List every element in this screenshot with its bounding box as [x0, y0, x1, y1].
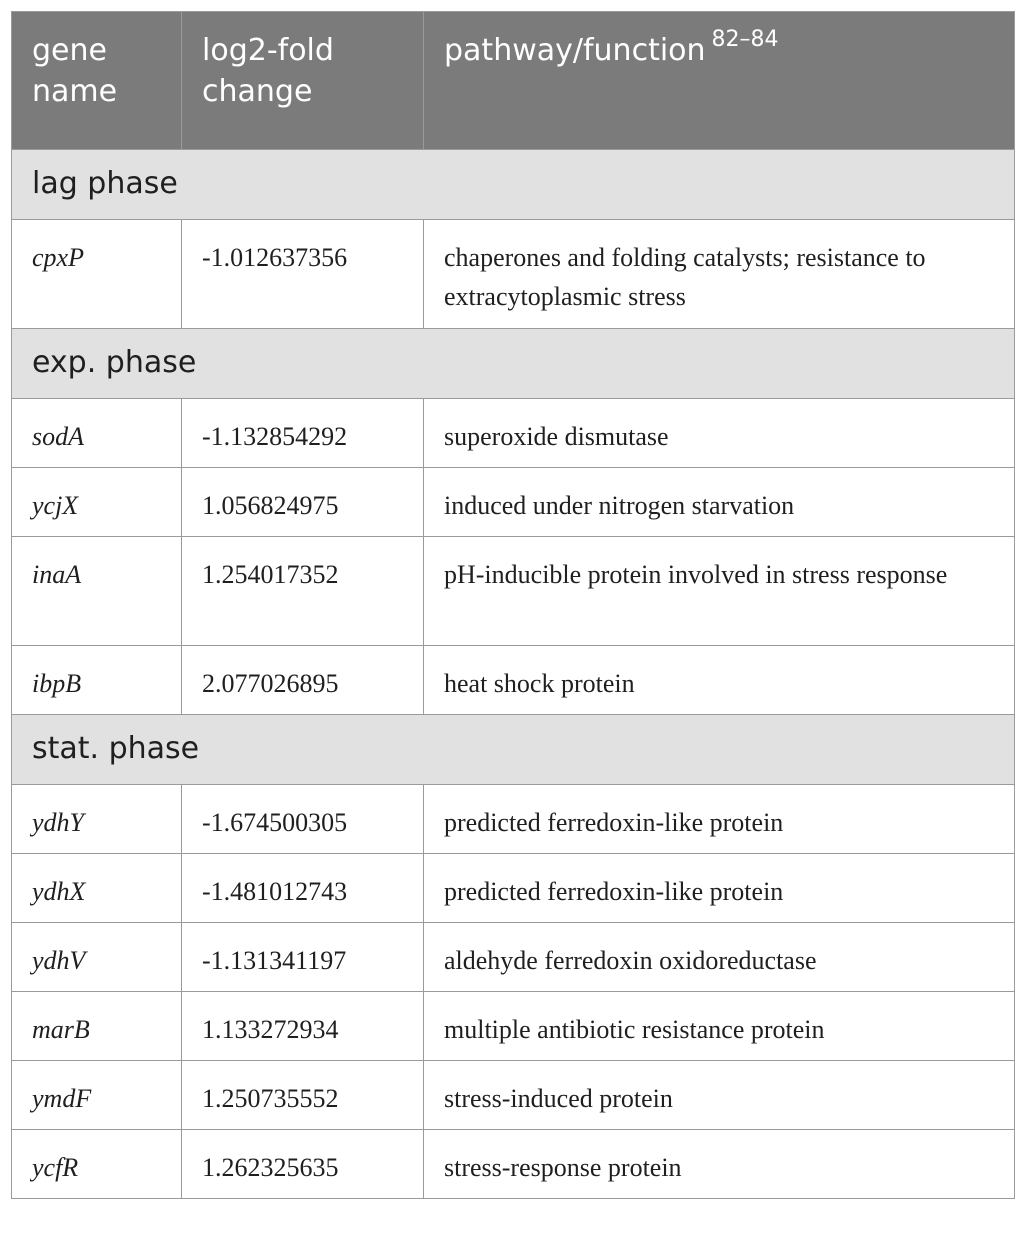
table-row	[12, 992, 1015, 1061]
log2-fold-change-cell: 1.262325635	[182, 1130, 424, 1199]
log2-fold-change-cell: 1.133272934	[182, 992, 424, 1061]
pathway-function-cell: multiple antibiotic resistance protein	[424, 992, 1015, 1061]
log2-fold-change-cell: 1.254017352	[182, 537, 424, 646]
gene-name-cell: inaA	[12, 537, 182, 646]
pathway-function-cell: pH-inducible protein involved in stress response	[424, 537, 1015, 646]
section-title: lag phase	[12, 150, 1015, 220]
gene-name-cell: ibpB	[12, 646, 182, 715]
log2-fold-change-cell: -1.481012743	[182, 854, 424, 923]
section-row	[12, 150, 1015, 220]
table-row	[12, 923, 1015, 992]
table-row	[12, 537, 1015, 646]
pathway-function-cell: predicted ferredoxin-like protein	[424, 854, 1015, 923]
log2-fold-change-cell: 2.077026895	[182, 646, 424, 715]
pathway-function-cell: heat shock protein	[424, 646, 1015, 715]
header-log2-fold-change	[182, 12, 424, 150]
pathway-function-cell: stress-response protein	[424, 1130, 1015, 1199]
table-row	[12, 785, 1015, 854]
gene-name-cell: ydhY	[12, 785, 182, 854]
table-row	[12, 399, 1015, 468]
table-row	[12, 220, 1015, 329]
table-body	[12, 150, 1015, 1199]
table-row	[12, 854, 1015, 923]
pathway-function-cell: aldehyde ferredoxin oxidoreductase	[424, 923, 1015, 992]
gene-name-cell: ycjX	[12, 468, 182, 537]
table-row	[12, 646, 1015, 715]
section-title: stat. phase	[12, 715, 1015, 785]
pathway-function-cell: predicted ferredoxin-like protein	[424, 785, 1015, 854]
header-gene-name	[12, 12, 182, 150]
section-row	[12, 715, 1015, 785]
pathway-function-cell: chaperones and folding catalysts; resistance to extracytoplasmic stress	[424, 220, 1015, 329]
log2-fold-change-cell: -1.012637356	[182, 220, 424, 329]
pathway-function-cell: stress-induced protein	[424, 1061, 1015, 1130]
log2-fold-change-cell: 1.250735552	[182, 1061, 424, 1130]
header-pathway-function-label: pathway/function	[444, 33, 706, 68]
log2-fold-change-cell: -1.132854292	[182, 399, 424, 468]
gene-name-cell: marB	[12, 992, 182, 1061]
pathway-function-cell: induced under nitrogen starvation	[424, 468, 1015, 537]
log2-fold-change-cell: 1.056824975	[182, 468, 424, 537]
gene-expression-table	[11, 11, 1015, 1199]
pathway-function-cell: superoxide dismutase	[424, 399, 1015, 468]
gene-name-cell: ydhX	[12, 854, 182, 923]
gene-name-cell: ycfR	[12, 1130, 182, 1199]
header-log2-fold-change-label: log2-fold change	[202, 33, 334, 109]
section-title: exp. phase	[12, 329, 1015, 399]
gene-name-cell: cpxP	[12, 220, 182, 329]
gene-name-cell: sodA	[12, 399, 182, 468]
header-gene-name-label: gene name	[32, 33, 118, 109]
table-row	[12, 1130, 1015, 1199]
table-header	[12, 12, 1015, 150]
table-row	[12, 1061, 1015, 1130]
header-reference-superscript: 82–84	[711, 27, 779, 52]
log2-fold-change-cell: -1.131341197	[182, 923, 424, 992]
section-row	[12, 329, 1015, 399]
gene-name-cell: ydhV	[12, 923, 182, 992]
log2-fold-change-cell: -1.674500305	[182, 785, 424, 854]
header-pathway-function	[424, 12, 1015, 150]
gene-name-cell: ymdF	[12, 1061, 182, 1130]
table-row	[12, 468, 1015, 537]
